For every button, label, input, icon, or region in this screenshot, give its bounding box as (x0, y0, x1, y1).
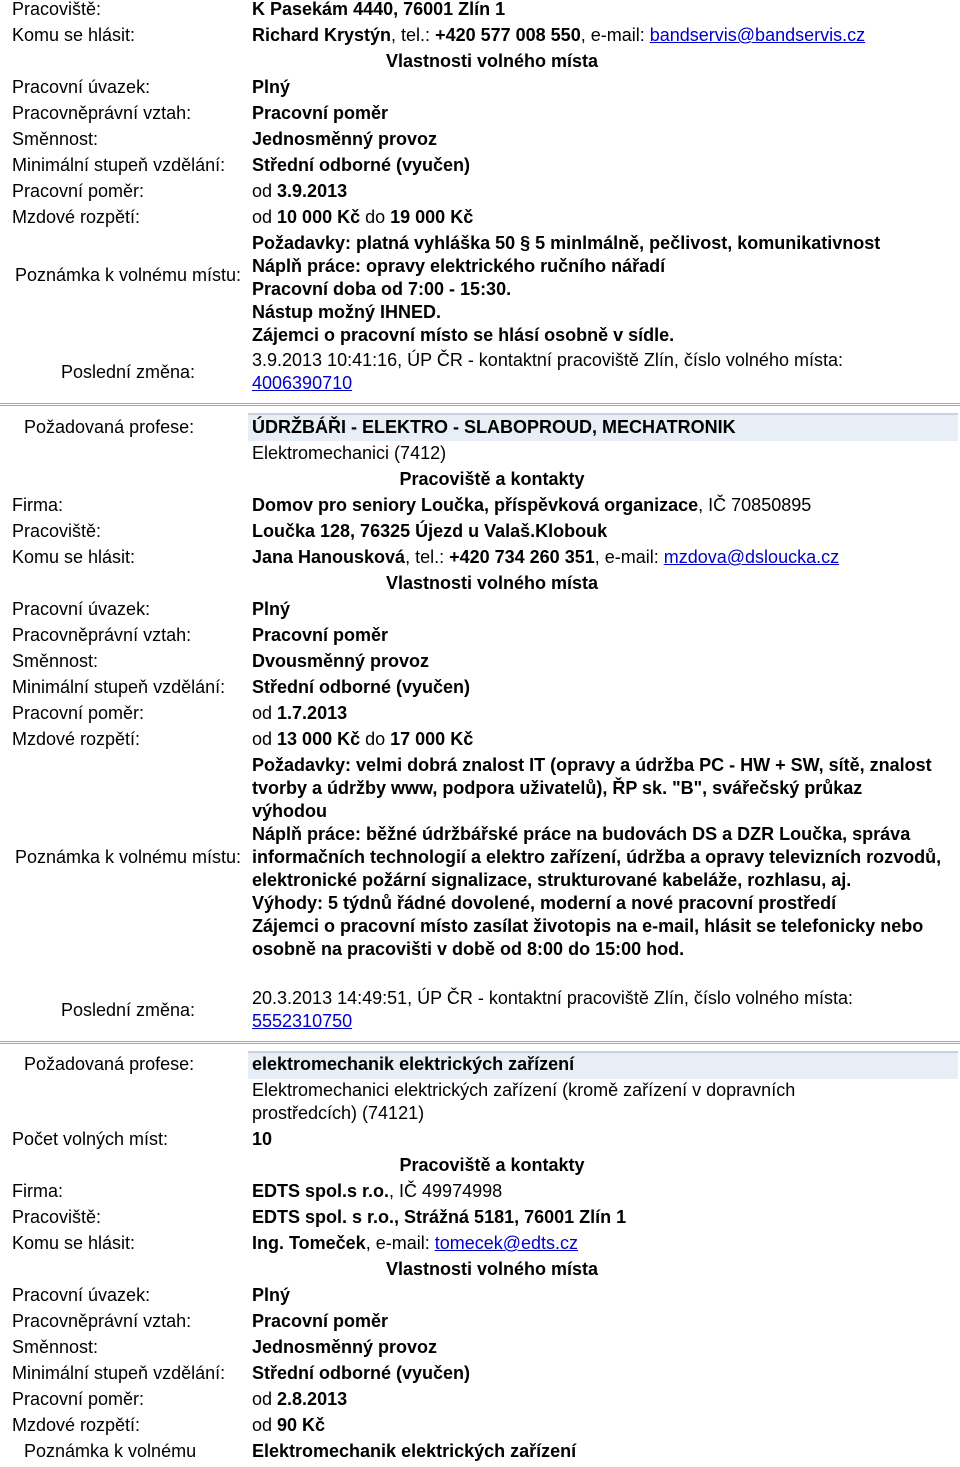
salary-label: Mzdové rozpětí: (12, 207, 141, 227)
properties-heading: Vlastnosti volného místa (385, 1259, 599, 1279)
shift-label: Směnnost: (12, 651, 99, 671)
contact-name: Richard Krystýn (252, 25, 392, 45)
shift-value: Jednosměnný provoz (252, 1337, 438, 1357)
salary-to: 17 000 Kč (390, 729, 474, 749)
salary-from: 13 000 Kč (277, 729, 361, 749)
education-label: Minimální stupeň vzdělání: (12, 155, 226, 175)
employment-prefix: od (252, 1389, 278, 1409)
employment-value (252, 180, 347, 202)
profession-subvalue: Elektromechanici elektrických zařízení (kromě zařízení v dopravních prostředcích) (74121) (252, 1080, 796, 1123)
profession-value: elektromechanik elektrických zařízení (252, 1054, 575, 1074)
shift-label: Směnnost: (12, 129, 99, 149)
vacancy-count-value: 10 (252, 1129, 273, 1149)
salary-from-prefix: od (252, 207, 278, 227)
note-line: Požadavky: velmi dobrá znalost IT (opravy a údržba PC - HW + SW, sítě, znalost tvorby a údržby www, podpora uživatelů), ŘP sk. "B", svářečský průkaz výhodou (252, 755, 932, 821)
job1-last-change-block (252, 349, 952, 395)
education-label: Minimální stupeň vzdělání: (12, 677, 226, 697)
salary-label: Mzdové rozpětí: (12, 729, 141, 749)
relation-value: Pracovní poměr (252, 103, 389, 123)
vacancy-count-label: Počet volných míst: (12, 1129, 169, 1149)
last-change-text: 20.3.2013 14:49:51, ÚP ČR - kontaktní pracoviště Zlín, číslo volného místa: (252, 988, 853, 1008)
mail-prefix: , e-mail: (594, 547, 664, 567)
job1-note-block (252, 232, 952, 347)
company-id: , IČ 70850895 (698, 495, 812, 515)
workload-label: Pracovní úvazek: (12, 1285, 151, 1305)
shift-label: Směnnost: (12, 1337, 99, 1357)
mail-prefix: , e-mail: (365, 1233, 435, 1253)
employment-label: Pracovní poměr: (12, 703, 145, 723)
education-label: Minimální stupeň vzdělání: (12, 1363, 226, 1383)
workload-label: Pracovní úvazek: (12, 599, 151, 619)
contact-phone: +420 577 008 550 (435, 25, 581, 45)
relation-label: Pracovněprávní vztah: (12, 1311, 192, 1331)
section-divider (0, 403, 960, 406)
note-value: Elektromechanik elektrických zařízení (252, 1441, 577, 1461)
properties-heading: Vlastnosti volného místa (385, 573, 599, 593)
salary-from: 90 Kč (277, 1415, 326, 1435)
tel-prefix: , tel.: (391, 25, 436, 45)
contact-name: Jana Hanousková (252, 547, 406, 567)
workplace-value: EDTS spol. s r.o., Strážná 5181, 76001 Zlín 1 (252, 1207, 627, 1227)
employment-date: 3.9.2013 (277, 181, 348, 201)
contact-email-link[interactable]: tomecek@edts.cz (434, 1233, 579, 1253)
note-line: Nástup možný IHNED. (252, 302, 442, 322)
employment-label: Pracovní poměr: (12, 1389, 145, 1409)
employment-value (252, 1388, 347, 1410)
contacts-heading: Pracoviště a kontakty (399, 1155, 585, 1175)
workplace-label: Pracoviště: (12, 521, 102, 541)
employment-date: 2.8.2013 (277, 1389, 348, 1409)
workplace-value: K Pasekám 4440, 76001 Zlín 1 (252, 0, 506, 19)
contact-email-link[interactable]: mzdova@dsloucka.cz (663, 547, 840, 567)
profession-subvalue: Elektromechanici (7412) (252, 443, 447, 463)
relation-value: Pracovní poměr (252, 625, 389, 645)
shift-value: Jednosměnný provoz (252, 129, 438, 149)
note-label: Poznámka k volnému (24, 1441, 197, 1461)
contacts-heading: Pracoviště a kontakty (399, 469, 585, 489)
job2-last-change-label: Poslední změna: (60, 1000, 196, 1020)
job2-last-change-block (252, 987, 952, 1033)
note-line: Náplň práce: opravy elektrického ručního nářadí (252, 256, 666, 276)
workplace-label: Pracoviště: (12, 0, 102, 19)
company-name: EDTS spol.s r.o. (252, 1181, 390, 1201)
profession-label: Požadovaná profese: (24, 1054, 195, 1074)
note-line: Pracovní doba od 7:00 - 15:30. (252, 279, 512, 299)
salary-from-prefix: od (252, 1415, 278, 1435)
salary-to-prefix: do (360, 207, 391, 227)
last-change-text: 3.9.2013 10:41:16, ÚP ČR - kontaktní pracoviště Zlín, číslo volného místa: (252, 350, 843, 370)
company-value (252, 1180, 502, 1202)
company-value (252, 494, 811, 516)
contact-name: Ing. Tomeček (252, 1233, 366, 1253)
note-line: Zájemci o pracovní místo zasílat životopis na e-mail, hlásit se telefonicky nebo osobně na pracovišti v době od 8:00 do 15:00 hod. (252, 916, 924, 959)
properties-heading: Vlastnosti volného místa (385, 51, 599, 71)
workplace-label: Pracoviště: (12, 1207, 102, 1227)
job2-note-label: Poznámka k volnému místu: (14, 847, 242, 867)
note-line: Náplň práce: běžné údržbářské práce na budovách DS a DZR Loučka, správa informačních technologií a elektro zařízení, údržba a opravy televizních rozvodů, elektronické požární signalizace, strukturované kabeláže, rozhlasu, aj. (252, 824, 942, 890)
company-label: Firma: (12, 495, 63, 515)
vacancy-number-link[interactable]: 4006390710 (252, 373, 353, 393)
salary-to-prefix: do (360, 729, 391, 749)
salary-from-prefix: od (252, 729, 278, 749)
relation-label: Pracovněprávní vztah: (12, 103, 192, 123)
salary-label: Mzdové rozpětí: (12, 1415, 141, 1435)
relation-value: Pracovní poměr (252, 1311, 389, 1331)
note-line: Požadavky: platná vyhláška 50 § 5 minlmálně, pečlivost, komunikativnost (252, 233, 881, 253)
contact-label: Komu se hlásit: (12, 1233, 136, 1253)
note-line: Zájemci o pracovní místo se hlásí osobně v sídle. (252, 325, 675, 345)
shift-value: Dvousměnný provoz (252, 651, 430, 671)
workload-value: Plný (252, 77, 291, 97)
vacancy-number-link[interactable]: 5552310750 (252, 1011, 353, 1031)
workplace-value: Loučka 128, 76325 Újezd u Valaš.Klobouk (252, 521, 608, 541)
salary-from: 10 000 Kč (277, 207, 361, 227)
education-value: Střední odborné (vyučen) (252, 155, 471, 175)
company-id: , IČ 49974998 (389, 1181, 503, 1201)
profession-value: ÚDRŽBÁŘI - ELEKTRO - SLABOPROUD, MECHATRONIK (252, 417, 736, 437)
section-divider (0, 1041, 960, 1044)
employment-prefix: od (252, 703, 278, 723)
employment-prefix: od (252, 181, 278, 201)
note-line: Výhody: 5 týdnů řádné dovolené, moderní a nové pracovní prostředí (252, 893, 837, 913)
job1-note-label: Poznámka k volnému místu: (14, 265, 242, 285)
mail-prefix: , e-mail: (580, 25, 650, 45)
profession-label: Požadovaná profese: (24, 417, 195, 437)
job3-profession-sub (252, 1079, 892, 1125)
relation-label: Pracovněprávní vztah: (12, 625, 192, 645)
salary-value (252, 1414, 325, 1436)
contact-phone: +420 734 260 351 (449, 547, 595, 567)
education-value: Střední odborné (vyučen) (252, 1363, 471, 1383)
contact-value (252, 24, 865, 46)
education-value: Střední odborné (vyučen) (252, 677, 471, 697)
employment-date: 1.7.2013 (277, 703, 348, 723)
salary-to: 19 000 Kč (390, 207, 474, 227)
tel-prefix: , tel.: (405, 547, 450, 567)
workload-value: Plný (252, 1285, 291, 1305)
salary-value (252, 728, 473, 750)
job1-last-change-label: Poslední změna: (60, 362, 196, 382)
contact-value (252, 546, 839, 568)
contact-email-link[interactable]: bandservis@bandservis.cz (649, 25, 866, 45)
company-name: Domov pro seniory Loučka, příspěvková organizace (252, 495, 699, 515)
company-label: Firma: (12, 1181, 63, 1201)
employment-value (252, 702, 347, 724)
employment-label: Pracovní poměr: (12, 181, 145, 201)
workload-label: Pracovní úvazek: (12, 77, 151, 97)
contact-label: Komu se hlásit: (12, 25, 136, 45)
workload-value: Plný (252, 599, 291, 619)
salary-value (252, 206, 473, 228)
contact-value (252, 1232, 578, 1254)
contact-label: Komu se hlásit: (12, 547, 136, 567)
job2-note-block (252, 754, 942, 961)
